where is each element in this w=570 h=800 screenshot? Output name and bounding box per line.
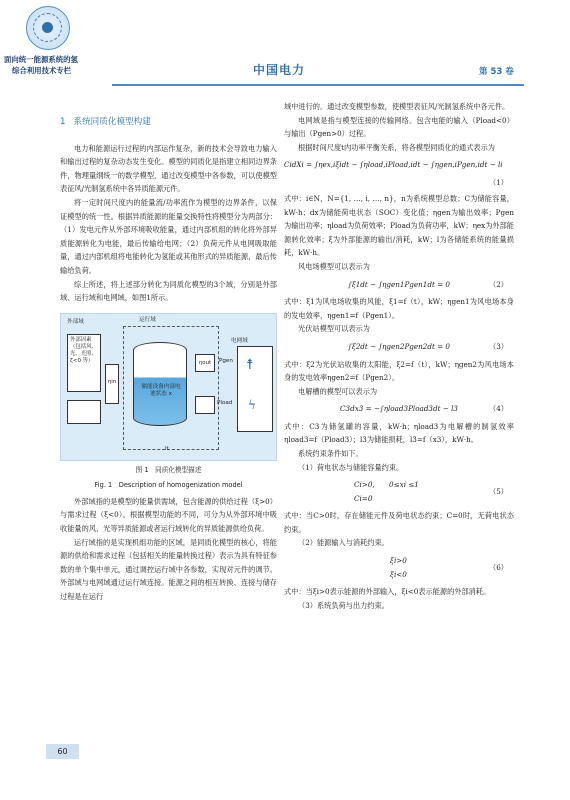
- page-header: [0, 0, 570, 84]
- column-logo-icon: [26, 6, 70, 50]
- equation-5-line-1: Ci>0, 0≤xi ≤1: [354, 480, 419, 490]
- p-load-label: Pload: [217, 399, 233, 406]
- paragraph: 系统约束条件如下。: [298, 449, 363, 459]
- equation-2-number: （2）: [489, 279, 508, 289]
- equation-6-line-1: ξi>0: [390, 556, 407, 566]
- equation-6-number: （6）: [489, 563, 508, 573]
- equation-1-number: （1）: [489, 177, 508, 187]
- paragraph: 光伏站模型可以表示为: [298, 324, 370, 334]
- external-factor-box: 外部因素（包括风、光、光照、ζ<0 等）: [67, 334, 101, 392]
- paragraph: 式中：ξ1为风电场收集的风能，ξ1=f（t），kW；ηgen1为风电场本身的发电效率，ηgen1=f（Pgen1）。: [284, 297, 514, 320]
- grid-domain-box: [237, 346, 273, 432]
- external-output-box: [67, 400, 101, 424]
- equation-6: [284, 554, 514, 581]
- p-gen-label: Pgen: [219, 357, 233, 364]
- right-column: [284, 100, 514, 612]
- paragraph: （2）能源输入与消耗约束。: [298, 538, 389, 548]
- section-heading: [60, 116, 277, 130]
- paragraph: 式中：i∈N，N={1, …, i, …, n}，n为系统模型总数；C为储能容量，kW·h；dx为储能荷电状态（SOC）变化值；ηgen为输出效率；Pgen为输出功率；ηload为负荷效率；Pload为负荷功率，kW；ηex为外部能源转化效率；ξ为外部能源的输出/消耗，kW；l为各储能系统的能量损耗，kW·h。: [284, 193, 514, 258]
- section-title: 系统同质化模型构建: [73, 117, 151, 127]
- topic-line-1: 面向统一能源系统的氢: [4, 55, 78, 64]
- paragraph: 电网域是指与模型连接的传输网络。包含电能的输入（Pload<0）与输出（Pgen>0）过程。: [284, 115, 514, 139]
- loss-label: lt: [165, 445, 169, 452]
- equation-5-line-2: Ci=0: [354, 493, 373, 503]
- equation-3: [284, 340, 514, 354]
- paragraph: 综上所述，将上述部分转化为同质化模型的3个域，分别是外部域、运行域和电网域，如图1所示。: [60, 279, 277, 303]
- section-number: 1: [60, 117, 66, 127]
- tower-icon: ☨: [246, 356, 254, 373]
- paragraph: 式中：C3为储氢罐的容量，kW·h；ηload3为电解槽的制氢效率ηload3=f（Pload3）；l3为储能损耗，l3=f（x3），kW·h。: [284, 421, 514, 445]
- equation-4-body: C3dx3 = −∫ηload3Pload3dt − l3: [340, 404, 458, 414]
- figure-caption-cn: 图 1 同质化模型描述: [135, 465, 202, 474]
- equation-6-line-2: ξi<0: [390, 569, 407, 579]
- equation-5-number: （5）: [489, 487, 508, 497]
- eta-load-box: [195, 396, 215, 414]
- paragraph: 将一定时间尺度内的能量流/功率流作为模型的边界条件，以保证模型的统一性。根据异质能源的能量交换特性将模型分为两部分：（1）发电元件从外部环境吸收能量，通过内部机组的转化将外部异质能源转化为电能，最后传输给电网；（2）负荷元件从电网吸取能量，通过内部机组将电能转化为氢能或其他形式的异质能源，最后传输给负荷。: [60, 197, 277, 275]
- paragraph: 域中进行的。通过改变模型参数，使模型表征风/光制氢系统中各元件。: [284, 102, 510, 111]
- equation-4-number: （4）: [489, 404, 508, 414]
- paragraph: 根据时间尺度t内功率平衡关系，将各模型同质化的通式表示为: [298, 142, 495, 152]
- paragraph: 运行域指的是实现机组功能的区域，是同质化模型的核心，将能源的供给和需求过程（包括相关的能量转换过程）表示为具有特征参数的单个集中单元，通过调控运行域中各参数，实现对元件的调节。外部域与电网域通过运行域连接。能源之间的相互转换、连接与储存过程是在运行: [60, 537, 277, 601]
- equation-1-number-row: [284, 176, 514, 188]
- left-column: [60, 100, 277, 603]
- model-diagram: [60, 313, 277, 461]
- equation-1: [284, 158, 514, 172]
- paragraph: （1）荷电状态与储能容量约束。: [298, 462, 404, 472]
- paragraph: （3）系统负荷与出力约束。: [298, 600, 389, 610]
- storage-label: 储能设备内部电池状态 x: [141, 383, 181, 397]
- equation-2: [284, 278, 514, 292]
- external-domain-label: 外部域: [67, 318, 84, 325]
- eta-in-box: ηin: [105, 364, 119, 404]
- volume-label: 第 53 卷: [479, 67, 514, 77]
- figure-1: [60, 313, 277, 491]
- paragraph: 式中：当ξi>0表示能源的外部输入，ξi<0表示能源的外部消耗。: [284, 587, 491, 597]
- paragraph: 外部域指的是模型的能量供需域，包含能源的供给过程（ξ>0）与需求过程（ξ<0）。根据模型功能的不同，可分为从外部环境中吸收能量的风、光等异质能源或者运行域转化的异质能源供给负荷。: [60, 496, 277, 533]
- equation-3-number: （3）: [489, 341, 508, 351]
- header-divider: [112, 84, 524, 86]
- equation-4: [284, 402, 514, 416]
- eta-out-box: ηout: [195, 354, 215, 372]
- paragraph: 电解槽的模型可以表示为: [298, 386, 378, 396]
- page-number: 60: [46, 744, 79, 759]
- operation-domain-label: 运行域: [139, 316, 156, 323]
- equation-5: [284, 478, 514, 505]
- equation-2-body: ∫ξ1dt − ∫ηgen1Pgen1dt = 0: [347, 279, 450, 289]
- column-topic: [4, 54, 112, 76]
- figure-caption-en: Fig. 1 Description of homogenization model: [94, 480, 243, 489]
- paragraph: 风电场模型可以表示为: [298, 261, 370, 271]
- lightning-icon: ϟ: [248, 397, 256, 412]
- journal-title: 中国电力: [253, 63, 306, 77]
- topic-line-2: 综合利用技术专栏: [12, 66, 72, 75]
- equation-3-body: ∫ξ2dt − ∫ηgen2Pgen2dt = 0: [347, 341, 450, 351]
- grid-domain-label: 电网域: [231, 337, 248, 344]
- paragraph: 式中：ξ2为光伏站收集的太阳能，ξ2=f（t），kW；ηgen2为风电场本身的发电效率ηgen2=f（Pgen2）。: [284, 359, 514, 383]
- paragraph: 电力和能源运行过程的内部运作复杂，新的技术会导致电力输入和输出过程的复杂动态发生变化。模型的同质化是指建立相同边界条件，物理量纲统一的数学模型，通过改变模型中各参数，可以使模型表征风/光制氢系统中各异质能源元件。: [60, 143, 277, 194]
- equation-1-body: CidXi = ∫ηex,iξidt − ∫ηload,iPload,idt − ∫ηgen,iPgen,idt − li: [284, 160, 503, 170]
- paragraph: 式中：当C>0时，存在储能元件及荷电状态约束；C=0时，无荷电状态约束。: [284, 511, 514, 534]
